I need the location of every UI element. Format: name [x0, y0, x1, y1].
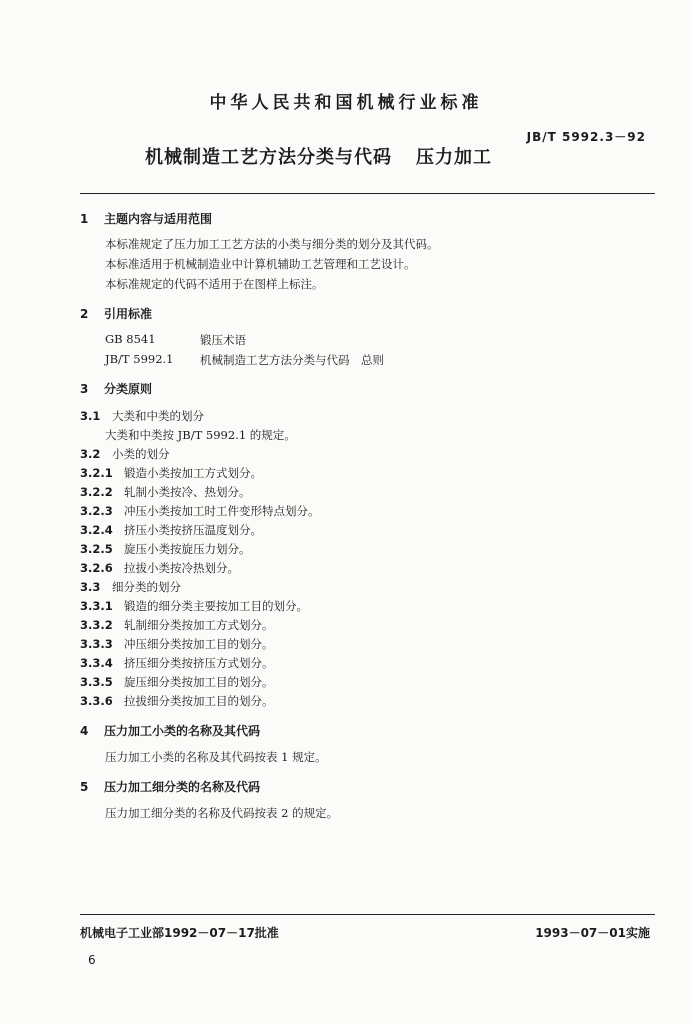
clause-item	[80, 541, 251, 557]
reference-code: GB 8541	[105, 332, 156, 346]
clause-item	[80, 484, 251, 500]
title-main: 机械制造工艺方法分类与代码	[145, 147, 392, 168]
section-4-heading	[80, 722, 260, 739]
clause-text: 拉拔细分类按加工目的划分。	[124, 694, 274, 708]
clause-text: 锻造小类按加工方式划分。	[124, 466, 262, 480]
reference-code: JB/T 5992.1	[105, 352, 174, 366]
subsection-title: 细分类的划分	[112, 580, 181, 594]
section-title: 压力加工细分类的名称及代码	[104, 780, 261, 794]
footer-rule	[80, 914, 655, 915]
subsection-3-2-heading	[80, 446, 170, 462]
clause-text: 旋压细分类按加工目的划分。	[124, 675, 274, 689]
section-title: 压力加工小类的名称及其代码	[104, 724, 261, 738]
clause-text: 挤压小类按挤压温度划分。	[124, 523, 262, 537]
header-rule	[80, 193, 655, 194]
clause-number: 3.2.1	[80, 466, 113, 480]
paragraph: 大类和中类按 JB/T 5992.1 的规定。	[105, 428, 296, 442]
subsection-number: 3.2	[80, 447, 101, 461]
clause-number: 3.3.4	[80, 656, 113, 670]
clause-number: 3.2.5	[80, 542, 113, 556]
paragraph: 本标准规定了压力加工工艺方法的小类与细分类的划分及其代码。	[105, 237, 439, 251]
subsection-title: 小类的划分	[112, 447, 170, 461]
section-2-heading	[80, 305, 152, 322]
section-title: 分类原则	[104, 382, 153, 396]
subsection-3-3-heading	[80, 579, 181, 595]
section-number: 3	[80, 382, 89, 396]
clause-text: 旋压小类按旋压力划分。	[124, 542, 251, 556]
section-number: 2	[80, 307, 89, 321]
section-number: 5	[80, 780, 89, 794]
paragraph: 本标准适用于机械制造业中计算机辅助工艺管理和工艺设计。	[105, 257, 416, 271]
clause-item	[80, 503, 320, 519]
clause-text: 冲压细分类按加工目的划分。	[124, 637, 274, 651]
clause-item	[80, 674, 274, 690]
approval-date: 机械电子工业部1992－07－17批准	[80, 926, 279, 940]
section-5-heading	[80, 778, 260, 795]
subsection-number: 3.3	[80, 580, 101, 594]
clause-number: 3.2.2	[80, 485, 113, 499]
subsection-3-1-heading	[80, 408, 204, 424]
clause-item	[80, 636, 274, 652]
page-number: 6	[88, 953, 96, 967]
section-title: 主题内容与适用范围	[104, 212, 213, 226]
clause-text: 锻造的细分类主要按加工目的划分。	[124, 599, 308, 613]
clause-item	[80, 693, 274, 709]
clause-item	[80, 598, 308, 614]
clause-item	[80, 655, 274, 671]
implementation-date: 1993－07－01实施	[535, 926, 650, 940]
paragraph: 压力加工细分类的名称及代码按表 2 的规定。	[105, 806, 339, 820]
clause-text: 拉拔小类按冷热划分。	[124, 561, 239, 575]
clause-number: 3.3.2	[80, 618, 113, 632]
clause-number: 3.3.6	[80, 694, 113, 708]
section-title: 引用标准	[104, 307, 153, 321]
reference-name: 机械制造工艺方法分类与代码 总则	[200, 353, 384, 367]
paragraph: 本标准规定的代码不适用于在图样上标注。	[105, 277, 324, 291]
section-3-heading	[80, 380, 152, 397]
clause-item	[80, 617, 274, 633]
issuing-organization: 中华人民共和国机械行业标准	[209, 93, 483, 113]
paragraph: 压力加工小类的名称及其代码按表 1 规定。	[105, 750, 327, 764]
clause-text: 轧制小类按冷、热划分。	[124, 485, 251, 499]
clause-number: 3.3.1	[80, 599, 113, 613]
clause-item	[80, 522, 262, 538]
clause-text: 轧制细分类按加工方式划分。	[124, 618, 274, 632]
subsection-number: 3.1	[80, 409, 101, 423]
subsection-title: 大类和中类的划分	[112, 409, 204, 423]
title-subtitle: 压力加工	[416, 147, 492, 168]
section-1-heading	[80, 210, 212, 227]
clause-text: 挤压细分类按挤压方式划分。	[124, 656, 274, 670]
document-title	[145, 143, 492, 169]
standard-number: JB/T 5992.3－92	[526, 130, 646, 144]
clause-item	[80, 560, 239, 576]
clause-number: 3.2.6	[80, 561, 113, 575]
clause-number: 3.2.3	[80, 504, 113, 518]
clause-number: 3.3.5	[80, 675, 113, 689]
section-number: 4	[80, 724, 89, 738]
reference-name: 锻压术语	[200, 333, 246, 347]
section-number: 1	[80, 212, 89, 226]
clause-item	[80, 465, 262, 481]
clause-number: 3.3.3	[80, 637, 113, 651]
clause-text: 冲压小类按加工时工件变形特点划分。	[124, 504, 320, 518]
clause-number: 3.2.4	[80, 523, 113, 537]
